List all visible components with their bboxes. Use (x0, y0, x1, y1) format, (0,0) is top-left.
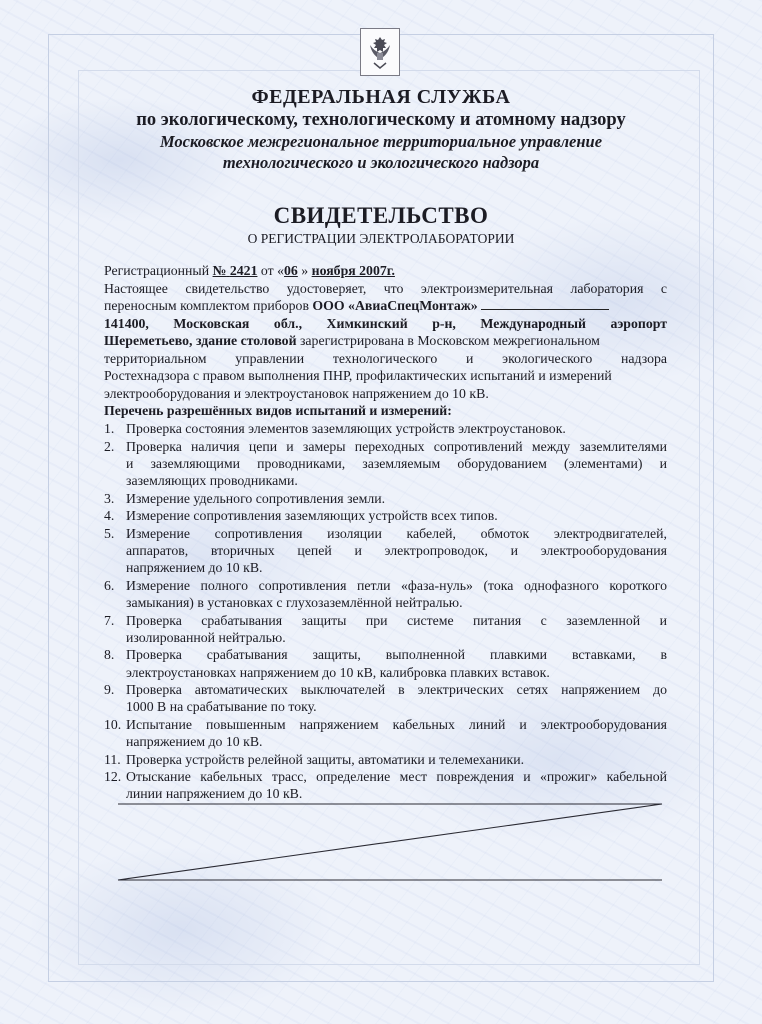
list-item-text: Испытание повышенным напряжением кабельных линий и электрооборудования (126, 716, 667, 732)
list-item-text: Измерение полного сопротивления петли «фаза-нуль» (тока однофазного короткого (126, 577, 667, 593)
list-item-number: 8. (104, 647, 115, 663)
registration-number: 2421 (229, 263, 258, 278)
list-item-number: 1. (104, 421, 115, 436)
agency-name: ФЕДЕРАЛЬНАЯ СЛУЖБА (251, 86, 511, 108)
list-item-text: заземляющих проводниками. (126, 473, 298, 489)
list-item-text: Отыскание кабельных трасс, определение мест повреждения и «прожиг» кабельной (126, 769, 667, 785)
list-item-number: 10. (104, 716, 122, 732)
list-item-text: изолированной нейтралью. (126, 629, 286, 645)
company-address: 141400, Московская обл., Химкинский р-н, Международный аэропорт (104, 316, 667, 331)
strike-diagonal-line (118, 804, 662, 880)
registration-from: от « (260, 263, 285, 278)
list-item-text: Измерение удельного сопротивления земли. (126, 490, 386, 506)
list-item-number: 7. (104, 612, 115, 628)
list-item-text: напряжением до 10 кВ. (126, 560, 263, 576)
list-item-number: 2. (104, 438, 115, 454)
list-item-text: напряжением до 10 кВ. (126, 734, 263, 750)
intro-line2: переносным комплектом приборов ООО «АвиаСпецМонтаж» (104, 297, 667, 315)
list-item-number: 3. (104, 490, 115, 506)
list-item-text: замыкания) в установках с глухозаземлённой нейтралью. (126, 594, 463, 610)
registration-number-sign: № (212, 263, 227, 278)
list-item-text: Проверка устройств релейной защиты, автоматики и телемеханики. (126, 751, 525, 767)
list-item-number: 12. (104, 769, 122, 785)
list-item-text: линии напряжением до 10 кВ. (126, 786, 303, 802)
intro-line5: территориальном управлении технологического и экологического надзора (104, 351, 667, 366)
regional-office-line1: Московское межрегиональное территориальное управление (159, 132, 603, 151)
document-subtitle: О РЕГИСТРАЦИИ ЭЛЕКТРОЛАБОРАТОРИИ (247, 231, 515, 246)
list-item-text: Проверка автоматических выключателей в электрических сетях напряжением до (126, 682, 667, 698)
registration-month-year: ноября 2007г. (311, 263, 395, 278)
tests-list-title: Перечень разрешённых видов испытаний и измерений: (104, 403, 452, 418)
list-item-text: Проверка срабатывания защиты при системе питания с заземленной и (126, 612, 667, 628)
list-item-number: 5. (104, 525, 115, 541)
registration-close-quote: » (301, 263, 309, 278)
list-item-text: Измерение сопротивления заземляющих устройств всех типов. (126, 508, 498, 524)
list-item-text: Проверка наличия цепи и замеры переходных сопротивлений между заземлителями (126, 438, 667, 454)
registration-prefix: Регистрационный (104, 263, 210, 278)
company-name: ООО «АвиаСпецМонтаж» (312, 298, 478, 313)
list-item-text: электроустановках напряжением до 10 кВ, калибровка плавких вставок. (126, 664, 550, 680)
document-title: СВИДЕТЕЛЬСТВО (273, 203, 489, 228)
list-item-text: Проверка состояния элементов заземляющих устройств электроустановок. (126, 421, 566, 436)
list-item-text: аппаратов, вторичных цепей и электропроводок, и электрооборудования (126, 542, 667, 558)
registration-day: 06 (284, 263, 298, 278)
list-item-text: Измерение сопротивления изоляции кабелей, обмоток электродвигателей, (126, 525, 667, 541)
intro-line1: Настоящее свидетельство удостоверяет, что электроизмерительная лаборатория с (104, 281, 667, 296)
agency-scope: по экологическому, технологическому и атомному надзору (136, 110, 626, 130)
intro-line7: электрооборудования и электроустановок напряжением до 10 кВ. (104, 386, 489, 401)
intro-line6: Ростехнадзора с правом выполнения ПНР, профилактических испытаний и измерений (104, 368, 612, 383)
list-item-number: 6. (104, 577, 115, 593)
list-item-number: 11. (104, 751, 121, 767)
list-item-text: и заземляющими проводниками, заземляемым оборудованием (элементами) и (126, 455, 667, 471)
list-item-text: 1000 В на срабатывание по току. (126, 699, 317, 715)
list-item-number: 9. (104, 682, 115, 698)
regional-office-line2: технологического и экологического надзора (222, 153, 540, 172)
list-item-number: 4. (104, 508, 115, 524)
list-item-text: Проверка срабатывания защиты, выполненной плавкими вставками, в (126, 647, 667, 663)
intro-line4: Шереметьево, здание столовой зарегистрирована в Московском межрегиональном (104, 333, 600, 348)
